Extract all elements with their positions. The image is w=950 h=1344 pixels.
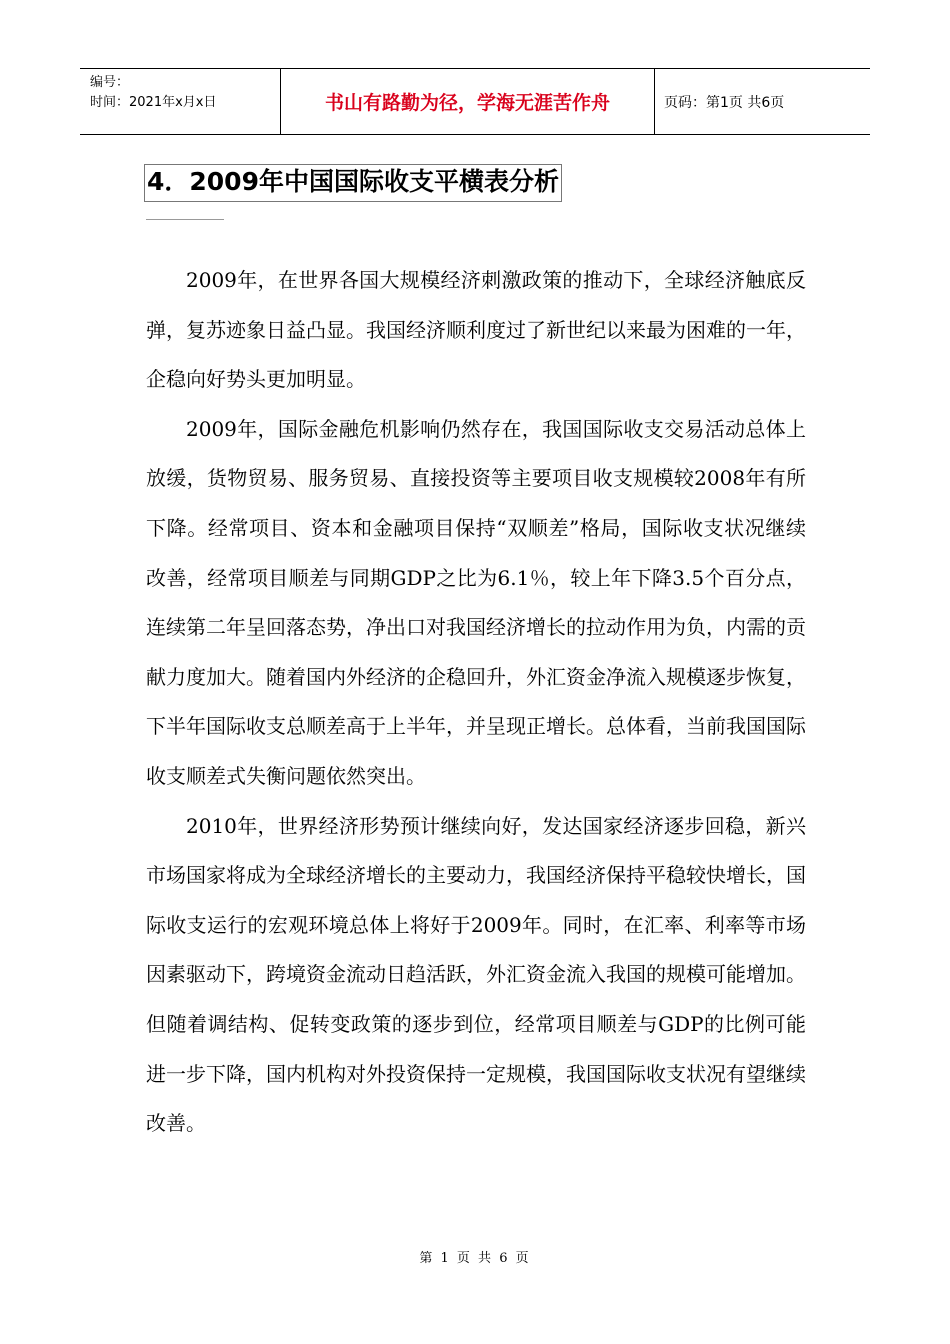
document-time-label: 时间：2021年x月x日 [90, 95, 217, 110]
document-body [146, 256, 806, 1149]
document-header [80, 68, 870, 135]
title-underline-divider [146, 219, 224, 220]
header-motto: 书山有路勤为径，学海无涯苦作舟 [281, 69, 655, 134]
header-meta-cell [80, 69, 281, 134]
header-page-info: 页码：第1页 共6页 [664, 94, 785, 111]
body-paragraph-1: 2009年，在世界各国大规模经济刺激政策的推动下，全球经济触底反弹，复苏迹象日益凸显。我国经济顺利度过了新世纪以来最为困难的一年，企稳向好势头更加明显。 [146, 268, 806, 392]
body-paragraph-2: 2009年，国际金融危机影响仍然存在，我国国际收支交易活动总体上放缓，货物贸易、服务贸易、直接投资等主要项目收支规模较2008年有所下降。经常项目、资本和金融项目保持“双顺差”格局，国际收支状况继续改善，经常项目顺差与同期GDP之比为6.1％，较上年下降3.5个百分点，连续第二年呈回落态势，净出口对我国经济增长的拉动作用为负，内需的贡献力度加大。随着国内外经济的企稳回升，外汇资金净流入规模逐步恢复，下半年国际收支总顺差高于上半年，并呈现正增长。总体看，当前我国国际收支顺差式失衡问题依然突出。 [146, 416, 806, 788]
document-number-label: 编号： [90, 75, 130, 90]
page-footer: 第 1 页 共 6 页 [419, 1251, 531, 1266]
body-paragraph-3: 2010年，世界经济形势预计继续向好，发达国家经济逐步回稳，新兴市场国家将成为全球经济增长的主要动力，我国经济保持平稳较快增长，国际收支运行的宏观环境总体上将好于2009年。同时，在汇率、利率等市场因素驱动下，跨境资金流动日趋活跃，外汇资金流入我国的规模可能增加。但随着调结构、促转变政策的逐步到位，经常项目顺差与GDP的比例可能进一步下降，国内机构对外投资保持一定规模，我国国际收支状况有望继续改善。 [146, 813, 806, 1136]
document-title: 4．2009年中国国际收支平横表分析 [144, 164, 562, 202]
